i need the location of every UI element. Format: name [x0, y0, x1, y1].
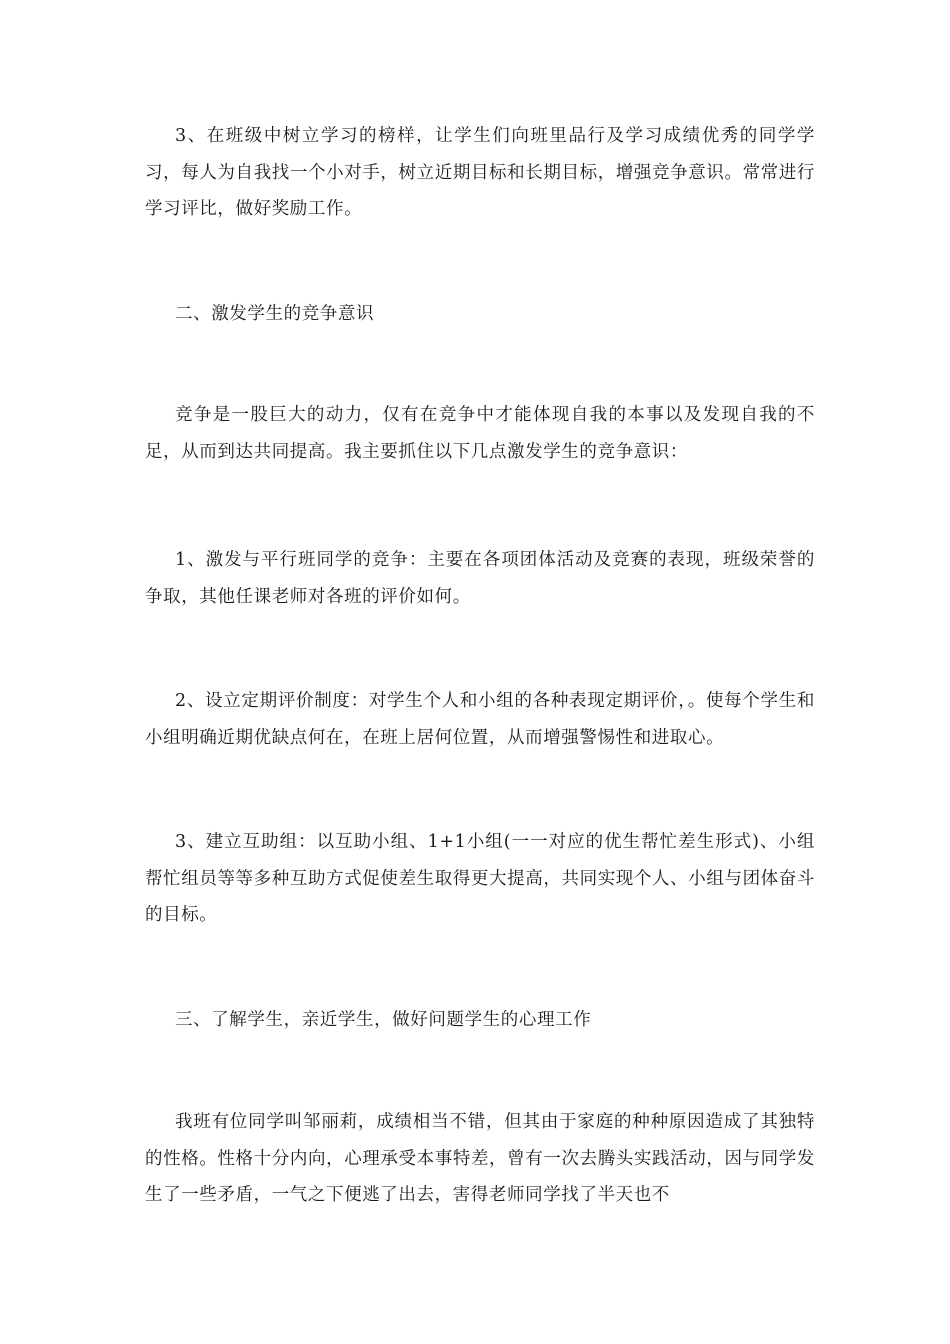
paragraph-role-models: 3、在班级中树立学习的榜样，让学生们向班里品行及学习成绩优秀的同学学习，每人为自我找一个小对手，树立近期目标和长期目标，增强竞争意识。常常进行学习评比，做好奖励工作。 — [145, 126, 815, 219]
paragraph-competition-intro: 竞争是一股巨大的动力，仅有在竞争中才能体现自我的本事以及发现自我的不足，从而到达共同提高。我主要抓住以下几点激发学生的竞争意识： — [145, 405, 815, 462]
section-heading-understand-students: 三、了解学生，亲近学生，做好问题学生的心理工作 — [175, 1010, 592, 1030]
paragraph-student-case: 我班有位同学叫邹丽莉，成绩相当不错，但其由于家庭的种种原因造成了其独特的性格。性格十分内向，心理承受本事特差，曾有一次去腾头实践活动，因与同学发生了一些矛盾，一气之下便逃了出去，害得老师同学找了半天也不 — [145, 1112, 815, 1205]
paragraph-mutual-help: 3、建立互助组：以互助小组、1+1小组(一一对应的优生帮忙差生形式)、小组帮忙组员等等多种互助方式促使差生取得更大提高，共同实现个人、小组与团体奋斗的目标。 — [145, 832, 815, 925]
paragraph-evaluation-system: 2、设立定期评价制度：对学生个人和小组的各种表现定期评价，。使每个学生和小组明确近期优缺点何在，在班上居何位置，从而增强警惕性和进取心。 — [145, 691, 815, 748]
section-heading-competition: 二、激发学生的竞争意识 — [175, 304, 375, 324]
paragraph-parallel-class: 1、激发与平行班同学的竞争：主要在各项团体活动及竞赛的表现，班级荣誉的争取，其他任课老师对各班的评价如何。 — [145, 550, 815, 607]
